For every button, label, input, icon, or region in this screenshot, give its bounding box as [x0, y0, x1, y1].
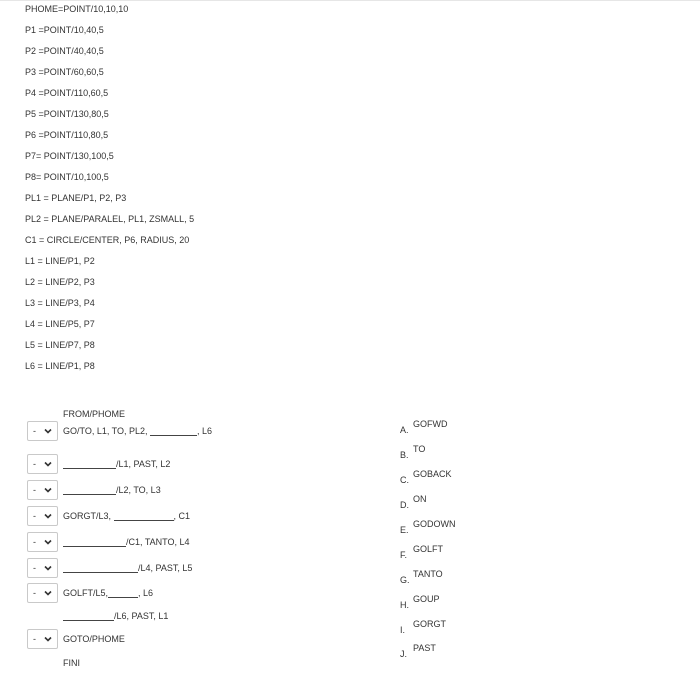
option-word: GODOWN — [413, 519, 456, 529]
dropdown-value: - — [33, 634, 36, 644]
code-line: P3 =POINT/60,60,5 — [25, 67, 104, 77]
answer-dropdown-7[interactable] — [27, 583, 58, 603]
question-row-7 — [27, 583, 153, 603]
question-text: , C1 — [173, 511, 191, 521]
answer-dropdown-9[interactable] — [27, 629, 58, 649]
code-line: P7= POINT/130,100,5 — [25, 151, 114, 161]
dropdown-value: - — [33, 588, 36, 598]
question-row-5 — [27, 532, 190, 552]
question-text: /C1, TANTO, L4 — [126, 537, 190, 547]
option-letter: D. — [400, 500, 409, 510]
code-line: PHOME=POINT/10,10,10 — [25, 4, 129, 14]
dropdown-value: - — [33, 563, 36, 573]
top-divider — [0, 0, 700, 1]
option-word: TANTO — [413, 569, 443, 579]
chevron-down-icon — [43, 426, 53, 436]
question-row-1 — [27, 421, 212, 441]
code-line: L4 = LINE/P5, P7 — [25, 319, 95, 329]
fini-line — [63, 653, 80, 673]
option-word: GOBACK — [413, 469, 452, 479]
question-text: /L4, PAST, L5 — [138, 563, 193, 573]
answer-blank — [63, 611, 114, 621]
chevron-down-icon — [43, 485, 53, 495]
code-line: P8= POINT/10,100,5 — [25, 172, 109, 182]
code-line: L5 = LINE/P7, P8 — [25, 340, 95, 350]
code-line: L1 = LINE/P1, P2 — [25, 256, 95, 266]
answer-blank — [63, 485, 116, 495]
option-letter: J. — [400, 649, 408, 659]
answer-blank — [114, 511, 174, 521]
dropdown-value: - — [33, 485, 36, 495]
option-letter: E. — [400, 525, 409, 535]
question-row-9 — [27, 629, 125, 649]
code-line: P2 =POINT/40,40,5 — [25, 46, 104, 56]
option-word: PAST — [413, 643, 436, 653]
option-letter: I. — [400, 625, 406, 635]
dropdown-value: - — [33, 511, 36, 521]
option-letter: A. — [400, 425, 409, 435]
answer-blank — [150, 426, 197, 436]
question-text: /L2, TO, L3 — [116, 485, 161, 495]
chevron-down-icon — [43, 634, 53, 644]
question-row-3 — [27, 480, 161, 500]
question-row-2 — [27, 454, 170, 474]
chevron-down-icon — [43, 459, 53, 469]
chevron-down-icon — [43, 537, 53, 547]
question-text: , L6 — [138, 588, 154, 598]
code-line: P4 =POINT/110,60,5 — [25, 88, 109, 98]
option-letter: F. — [400, 550, 408, 560]
option-word: GOUP — [413, 594, 440, 604]
apt-program-listing — [25, 4, 194, 382]
answer-dropdown-6[interactable] — [27, 558, 58, 578]
option-letter: C. — [400, 475, 409, 485]
fini-text: FINI — [63, 658, 80, 668]
code-line: L3 = LINE/P3, P4 — [25, 298, 95, 308]
question-text: GOLFT/L5, — [63, 588, 109, 598]
answer-dropdown-2[interactable] — [27, 454, 58, 474]
answer-dropdown-1[interactable] — [27, 421, 58, 441]
code-line: C1 = CIRCLE/CENTER, P6, RADIUS, 20 — [25, 235, 190, 245]
code-line: PL2 = PLANE/PARALEL, PL1, ZSMALL, 5 — [25, 214, 195, 224]
option-word: GOFWD — [413, 419, 448, 429]
dropdown-value: - — [33, 426, 36, 436]
question-row-8 — [63, 606, 168, 626]
answer-dropdown-3[interactable] — [27, 480, 58, 500]
dropdown-value: - — [33, 459, 36, 469]
question-text: /L6, PAST, L1 — [114, 611, 169, 621]
option-word: ON — [413, 494, 427, 504]
dropdown-value: - — [33, 537, 36, 547]
option-letter: G. — [400, 575, 410, 585]
question-text: , L6 — [197, 426, 213, 436]
from-text: FROM/PHOME — [63, 409, 125, 419]
option-letter: B. — [400, 450, 409, 460]
option-word: GOLFT — [413, 544, 444, 554]
code-line: L6 = LINE/P1, P8 — [25, 361, 95, 371]
code-line: L2 = LINE/P2, P3 — [25, 277, 95, 287]
question-text: GORGT/L3, — [63, 511, 114, 521]
chevron-down-icon — [43, 563, 53, 573]
question-text: GOTO/PHOME — [63, 634, 125, 644]
code-line: P5 =POINT/130,80,5 — [25, 109, 109, 119]
question-row-4 — [27, 506, 190, 526]
answer-blank — [63, 537, 126, 547]
code-line: PL1 = PLANE/P1, P2, P3 — [25, 193, 127, 203]
chevron-down-icon — [43, 511, 53, 521]
option-word: TO — [413, 444, 426, 454]
option-word: GORGT — [413, 619, 446, 629]
answer-blank — [63, 459, 116, 469]
answer-blank — [108, 588, 138, 598]
option-letter: H. — [400, 600, 409, 610]
question-text: GO/TO, L1, TO, PL2, — [63, 426, 151, 436]
question-row-6 — [27, 558, 192, 578]
code-line: P1 =POINT/10,40,5 — [25, 25, 104, 35]
chevron-down-icon — [43, 588, 53, 598]
answer-dropdown-4[interactable] — [27, 506, 58, 526]
question-text: /L1, PAST, L2 — [116, 459, 171, 469]
answer-dropdown-5[interactable] — [27, 532, 58, 552]
code-line: P6 =POINT/110,80,5 — [25, 130, 109, 140]
answer-blank — [63, 563, 138, 573]
